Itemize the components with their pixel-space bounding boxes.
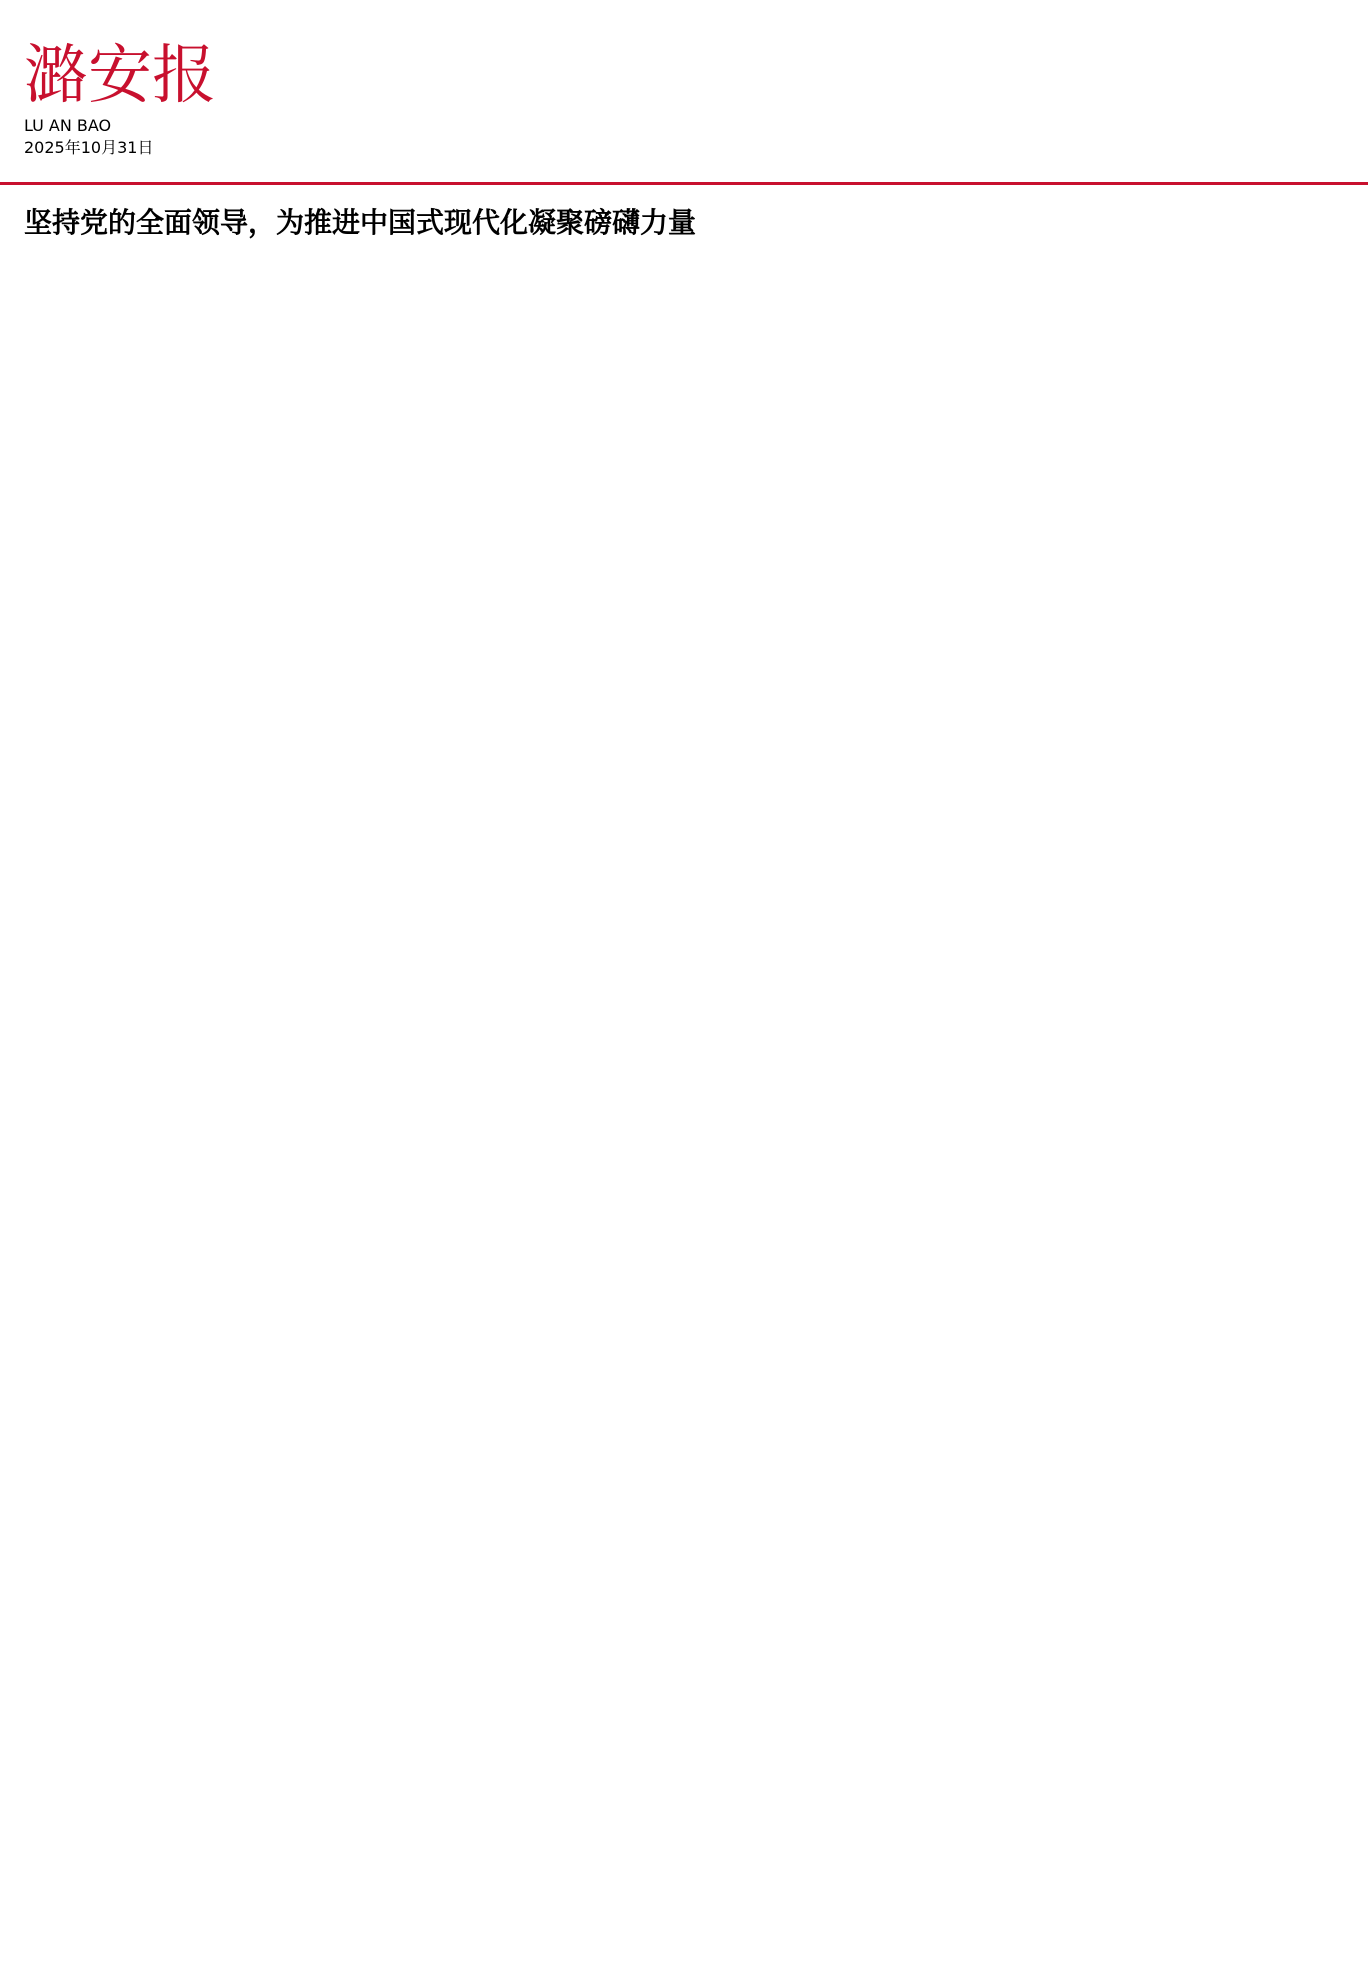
lead-headline: 坚持党的全面领导，为推进中国式现代化凝聚磅礴力量 (24, 206, 697, 239)
paper-title: 潞安报 (24, 39, 216, 113)
masthead (0, 0, 1368, 185)
paper-pinyin: LU AN BAO (24, 116, 112, 135)
issue-date: 2025年10月31日 (24, 138, 154, 157)
